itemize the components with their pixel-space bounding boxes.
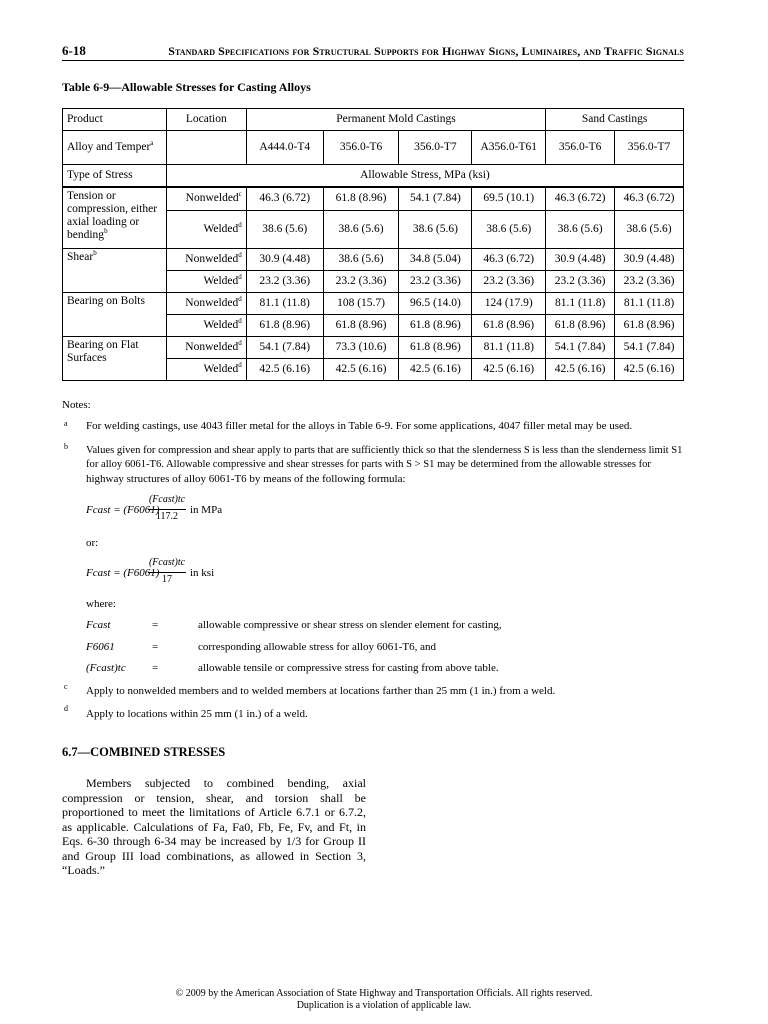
stress-value: 81.1 (11.8) (246, 292, 323, 314)
stress-value: 96.5 (14.0) (399, 292, 472, 314)
stress-value: 61.8 (8.96) (399, 336, 472, 358)
equation-1-unit: in MPa (190, 504, 223, 516)
location-label: Welded (203, 362, 239, 375)
product-label: Tension or compression, either axial loading or bending (67, 190, 158, 241)
stress-value: 38.6 (5.6) (323, 248, 399, 270)
table-row (63, 248, 684, 270)
footnote-ref: d (238, 360, 242, 369)
stress-value: 61.8 (8.96) (323, 314, 399, 336)
stress-value: 46.3 (6.72) (615, 187, 684, 210)
section-heading: 6.7—COMBINED STRESSES (62, 745, 226, 759)
stress-value: 54.1 (7.84) (546, 336, 615, 358)
alloy-temper-label: Alloy and Temper (67, 141, 151, 153)
equation-1-denominator: 117.2 (155, 511, 179, 522)
equation-2-unit: in ksi (190, 567, 215, 579)
footnote-mark: a (64, 419, 68, 428)
table-header-row (63, 109, 684, 131)
copyright-line: © 2009 by the American Association of State Highway and Transportation Officials. All rights reserved. (175, 988, 593, 999)
stress-value: 61.8 (8.96) (472, 314, 546, 336)
footnote-ref: d (238, 250, 242, 259)
footnote-a: For welding castings, use 4043 filler metal for the alloys in Table 6-9. For some applications, 4047 filler metal may be used. (86, 420, 633, 432)
product-cell (63, 187, 167, 248)
stress-value: 46.3 (6.72) (472, 248, 546, 270)
location-cell (166, 358, 246, 380)
stress-value: 73.3 (10.6) (323, 336, 399, 358)
stress-value: 30.9 (4.48) (546, 248, 615, 270)
stress-value: 23.2 (3.36) (323, 270, 399, 292)
footnote-ref: d (238, 272, 242, 281)
location-cell (166, 336, 246, 358)
location-label: Nonwelded (185, 192, 239, 205)
copyright-footer (0, 988, 768, 1011)
stress-value: 61.8 (8.96) (615, 314, 684, 336)
footnote-mark: c (64, 682, 68, 691)
fraction-bar (148, 509, 186, 510)
unit-label: Allowable Stress, MPa (ksi) (166, 165, 683, 188)
product-cell (63, 248, 167, 292)
location-cell (166, 248, 246, 270)
table-caption: Table 6-9—Allowable Stresses for Casting Alloys (62, 80, 311, 94)
product-cell (63, 292, 167, 336)
or-label: or: (86, 537, 99, 549)
product-label: Shear (67, 250, 94, 263)
duplication-line: Duplication is a violation of applicable law. (296, 999, 472, 1011)
stress-value: 23.2 (3.36) (246, 270, 323, 292)
stress-value: 46.3 (6.72) (546, 187, 615, 210)
running-header (62, 42, 684, 61)
stress-value: 46.3 (6.72) (246, 187, 323, 210)
stress-value: 61.8 (8.96) (323, 187, 399, 210)
location-label: Welded (203, 222, 239, 235)
stress-value: 54.1 (7.84) (615, 336, 684, 358)
def-equals: = (152, 619, 159, 631)
stress-value: 42.5 (6.16) (323, 358, 399, 380)
footnote-b-line3: highway structures of alloy 6061-T6 by means of the following formula: (86, 473, 406, 485)
notes-title: Notes: (62, 399, 91, 411)
location-label: Welded (203, 318, 239, 331)
alloy-temper-cell (63, 131, 167, 165)
stress-value: 23.2 (3.36) (472, 270, 546, 292)
stress-value: 42.5 (6.16) (546, 358, 615, 380)
footnote-ref: d (238, 316, 242, 325)
alloy-name: 356.0-T7 (615, 131, 684, 165)
header-permanent-mold: Permanent Mold Castings (246, 109, 545, 131)
stress-value: 38.6 (5.6) (472, 210, 546, 248)
alloy-row (63, 131, 684, 165)
def-symbol: F6061 (86, 641, 115, 653)
def-symbol: Fcast (86, 619, 111, 631)
def-equals: = (152, 662, 159, 674)
stress-value: 69.5 (10.1) (472, 187, 546, 210)
location-cell (166, 210, 246, 248)
footnote-ref: b (93, 248, 97, 257)
stress-value: 38.6 (5.6) (246, 210, 323, 248)
alloy-name: 356.0-T6 (323, 131, 399, 165)
stress-value: 54.1 (7.84) (246, 336, 323, 358)
stress-value: 61.8 (8.96) (399, 314, 472, 336)
location-cell (166, 292, 246, 314)
footnote-b-line1: Values given for compression and shear apply to parts that are sufficiently thick so that the slenderness S is less than the slenderness limit S1 (86, 445, 683, 456)
stress-value: 61.8 (8.96) (246, 314, 323, 336)
stress-value: 42.5 (6.16) (615, 358, 684, 380)
equation-1-numerator: (Fcast)tc (148, 494, 186, 505)
stress-value: 81.1 (11.8) (615, 292, 684, 314)
footnote-ref: d (238, 338, 242, 347)
section-paragraph: Members subjected to combined bending, axial compression or tension, shear, and torsion shall be proportioned to meet the limitations of Article 6.7.1 or 6.7.2, as applicable. Calculations of Fa, Fa0, Fb, Fe, Fv, and Ft, in Eqs. 6-30 through 6-34 may be increased by 1/3 for Group II and Group III load combinations, as allowed in Section 3, “Loads.” (62, 776, 366, 877)
header-sand-castings: Sand Castings (546, 109, 684, 131)
def-text: allowable tensile or compressive stress for casting from above table. (198, 662, 499, 674)
stress-value: 38.6 (5.6) (546, 210, 615, 248)
stress-value: 54.1 (7.84) (399, 187, 472, 210)
stress-value: 42.5 (6.16) (472, 358, 546, 380)
stress-value: 30.9 (4.48) (246, 248, 323, 270)
footnote-ref: a (150, 139, 154, 148)
stress-value: 38.6 (5.6) (323, 210, 399, 248)
stress-value: 38.6 (5.6) (399, 210, 472, 248)
stress-value: 23.2 (3.36) (399, 270, 472, 292)
equation-2-denominator: 17 (162, 574, 172, 585)
header-location: Location (166, 109, 246, 131)
footnote-ref: d (238, 294, 242, 303)
fraction-bar (148, 572, 186, 573)
footnote-ref: d (238, 220, 242, 229)
def-text: allowable compressive or shear stress on slender element for casting, (198, 619, 502, 631)
stress-value: 38.6 (5.6) (615, 210, 684, 248)
equation-2-numerator: (Fcast)tc (148, 557, 186, 568)
where-label: where: (86, 598, 116, 610)
location-cell (166, 270, 246, 292)
table-row (63, 336, 684, 358)
stress-value: 81.1 (11.8) (472, 336, 546, 358)
allowable-stresses-table (62, 108, 684, 381)
footnote-c: Apply to nonwelded members and to welded members at locations farther than 25 mm (1 in.) from a weld. (86, 685, 556, 697)
page-number: 6-18 (62, 43, 86, 58)
equation-2-lhs: Fcast = (F6061) (86, 567, 160, 579)
stress-value: 42.5 (6.16) (246, 358, 323, 380)
running-title: Standard Specifications for Structural Supports for Highway Signs, Luminaires, and Traffic Signals (168, 44, 684, 58)
product-label: Bearing on Flat Surfaces (67, 338, 139, 364)
location-label: Nonwelded (185, 252, 239, 265)
product-label: Bearing on Bolts (67, 294, 145, 307)
equation-1-lhs: Fcast = (F6061) (86, 504, 160, 516)
stress-value: 23.2 (3.36) (546, 270, 615, 292)
footnote-ref: b (104, 227, 108, 236)
alloy-name: A444.0-T4 (246, 131, 323, 165)
stress-value: 108 (15.7) (323, 292, 399, 314)
stress-value: 124 (17.9) (472, 292, 546, 314)
footnote-d: Apply to locations within 25 mm (1 in.) of a weld. (86, 708, 308, 720)
location-label: Welded (203, 274, 239, 287)
type-row (63, 165, 684, 188)
header-product: Product (63, 109, 167, 131)
stress-value: 34.8 (5.04) (399, 248, 472, 270)
table-row (63, 292, 684, 314)
alloy-name: 356.0-T7 (399, 131, 472, 165)
location-label: Nonwelded (185, 340, 239, 353)
stress-value: 30.9 (4.48) (615, 248, 684, 270)
footnote-ref: c (238, 190, 242, 199)
alloy-name: 356.0-T6 (546, 131, 615, 165)
type-of-stress-label: Type of Stress (63, 165, 167, 188)
footnote-mark: d (64, 704, 68, 713)
def-symbol: (Fcast)tc (86, 662, 126, 674)
product-cell (63, 336, 167, 380)
alloy-name: A356.0-T61 (472, 131, 546, 165)
stress-value: 61.8 (8.96) (546, 314, 615, 336)
stress-value: 23.2 (3.36) (615, 270, 684, 292)
location-cell (166, 187, 246, 210)
footnote-b-line2: for alloy 6061-T6. Allowable compressive and shear stresses for parts with S > S1 may be determined from the allowable stresses for (86, 459, 651, 470)
stress-value: 42.5 (6.16) (399, 358, 472, 380)
def-equals: = (152, 641, 159, 653)
location-cell (166, 314, 246, 336)
location-label: Nonwelded (185, 296, 239, 309)
table-row (63, 187, 684, 210)
stress-value: 81.1 (11.8) (546, 292, 615, 314)
footnote-mark: b (64, 442, 68, 451)
def-text: corresponding allowable stress for alloy 6061-T6, and (198, 641, 436, 653)
